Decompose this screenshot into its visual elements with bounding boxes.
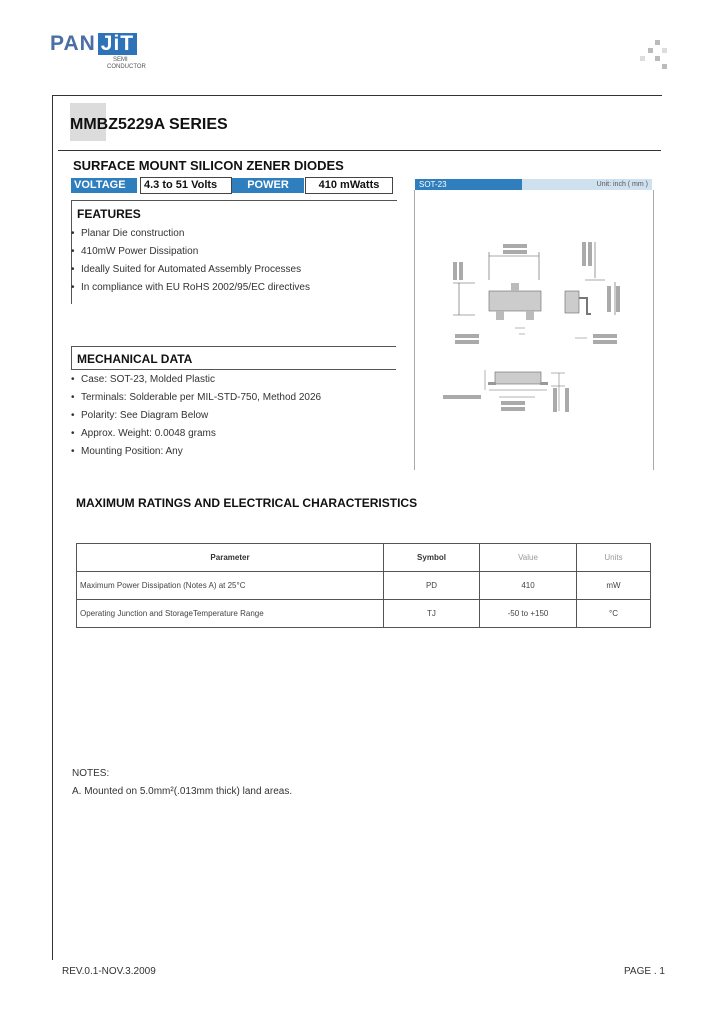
notes-section	[72, 765, 292, 801]
voltage-value: 4.3 to 51 Volts	[140, 177, 232, 194]
revision-label: REV.0.1-NOV.3.2009	[62, 966, 156, 977]
sot23-outline-drawing	[415, 190, 653, 470]
power-label: POWER	[232, 178, 304, 193]
list-item: • Terminals: Solderable per MIL-STD-750, Method 2026	[71, 392, 322, 403]
logo-subtext	[107, 57, 146, 71]
logo-jit-text: JiT	[98, 33, 137, 55]
cell-parameter: Maximum Power Dissipation (Notes A) at 25°C	[77, 572, 384, 600]
cell-value: -50 to +150	[480, 600, 577, 628]
package-drawing-panel	[414, 190, 654, 470]
col-parameter: Parameter	[77, 544, 384, 572]
list-item: • Mounting Position: Any	[71, 446, 183, 457]
list-item: • Polarity: See Diagram Below	[71, 410, 209, 421]
page-left-rule	[52, 95, 53, 960]
panjit-logo	[50, 32, 137, 56]
features-heading: FEATURES	[77, 207, 141, 221]
page-top-rule	[52, 95, 662, 96]
package-unit: Unit: inch ( mm )	[522, 179, 652, 190]
list-item: • Ideally Suited for Automated Assembly Processes	[71, 264, 302, 275]
table-row	[77, 572, 651, 600]
cell-units: mW	[577, 572, 651, 600]
table-header-row	[77, 544, 651, 572]
mechanical-bottom-rule	[71, 369, 396, 370]
col-symbol: Symbol	[384, 544, 480, 572]
cell-symbol: TJ	[384, 600, 480, 628]
list-item: • Approx. Weight: 0.0048 grams	[71, 428, 216, 439]
ratings-table	[76, 543, 651, 628]
list-item: • In compliance with EU RoHS 2002/95/EC directives	[71, 282, 310, 293]
ratings-heading: MAXIMUM RATINGS AND ELECTRICAL CHARACTERISTICS	[76, 496, 418, 510]
mechanical-list	[71, 371, 321, 461]
cell-value: 410	[480, 572, 577, 600]
mechanical-top-rule	[71, 346, 396, 347]
voltage-label: VOLTAGE	[71, 178, 137, 193]
power-value: 410 mWatts	[305, 177, 393, 194]
page-subtitle: SURFACE MOUNT SILICON ZENER DIODES	[73, 158, 344, 173]
mechanical-left-rule	[71, 346, 72, 370]
title-rule	[58, 150, 661, 151]
logo-pan-text: PAN	[50, 32, 96, 55]
logo-sub-conductor: CONDUCTOR	[107, 64, 146, 70]
decorative-squares	[640, 40, 670, 70]
list-item: • Planar Die construction	[71, 228, 185, 239]
note-item: A. Mounted on 5.0mm²(.013mm thick) land areas.	[72, 786, 293, 797]
features-list	[71, 225, 310, 297]
col-value: Value	[480, 544, 577, 572]
page-title: MMBZ5229A SERIES	[70, 116, 228, 133]
cell-units: °C	[577, 600, 651, 628]
table-row	[77, 600, 651, 628]
mechanical-heading: MECHANICAL DATA	[77, 352, 193, 366]
list-item: • 410mW Power Dissipation	[71, 246, 199, 257]
list-item: • Case: SOT-23, Molded Plastic	[71, 374, 215, 385]
cell-symbol: PD	[384, 572, 480, 600]
logo-sub-semi: SEMI	[113, 57, 128, 63]
package-name: SOT-23	[415, 179, 522, 190]
page-number: PAGE . 1	[624, 966, 665, 977]
col-units: Units	[577, 544, 651, 572]
cell-parameter: Operating Junction and StorageTemperature Range	[77, 600, 384, 628]
notes-heading: NOTES:	[72, 768, 110, 779]
